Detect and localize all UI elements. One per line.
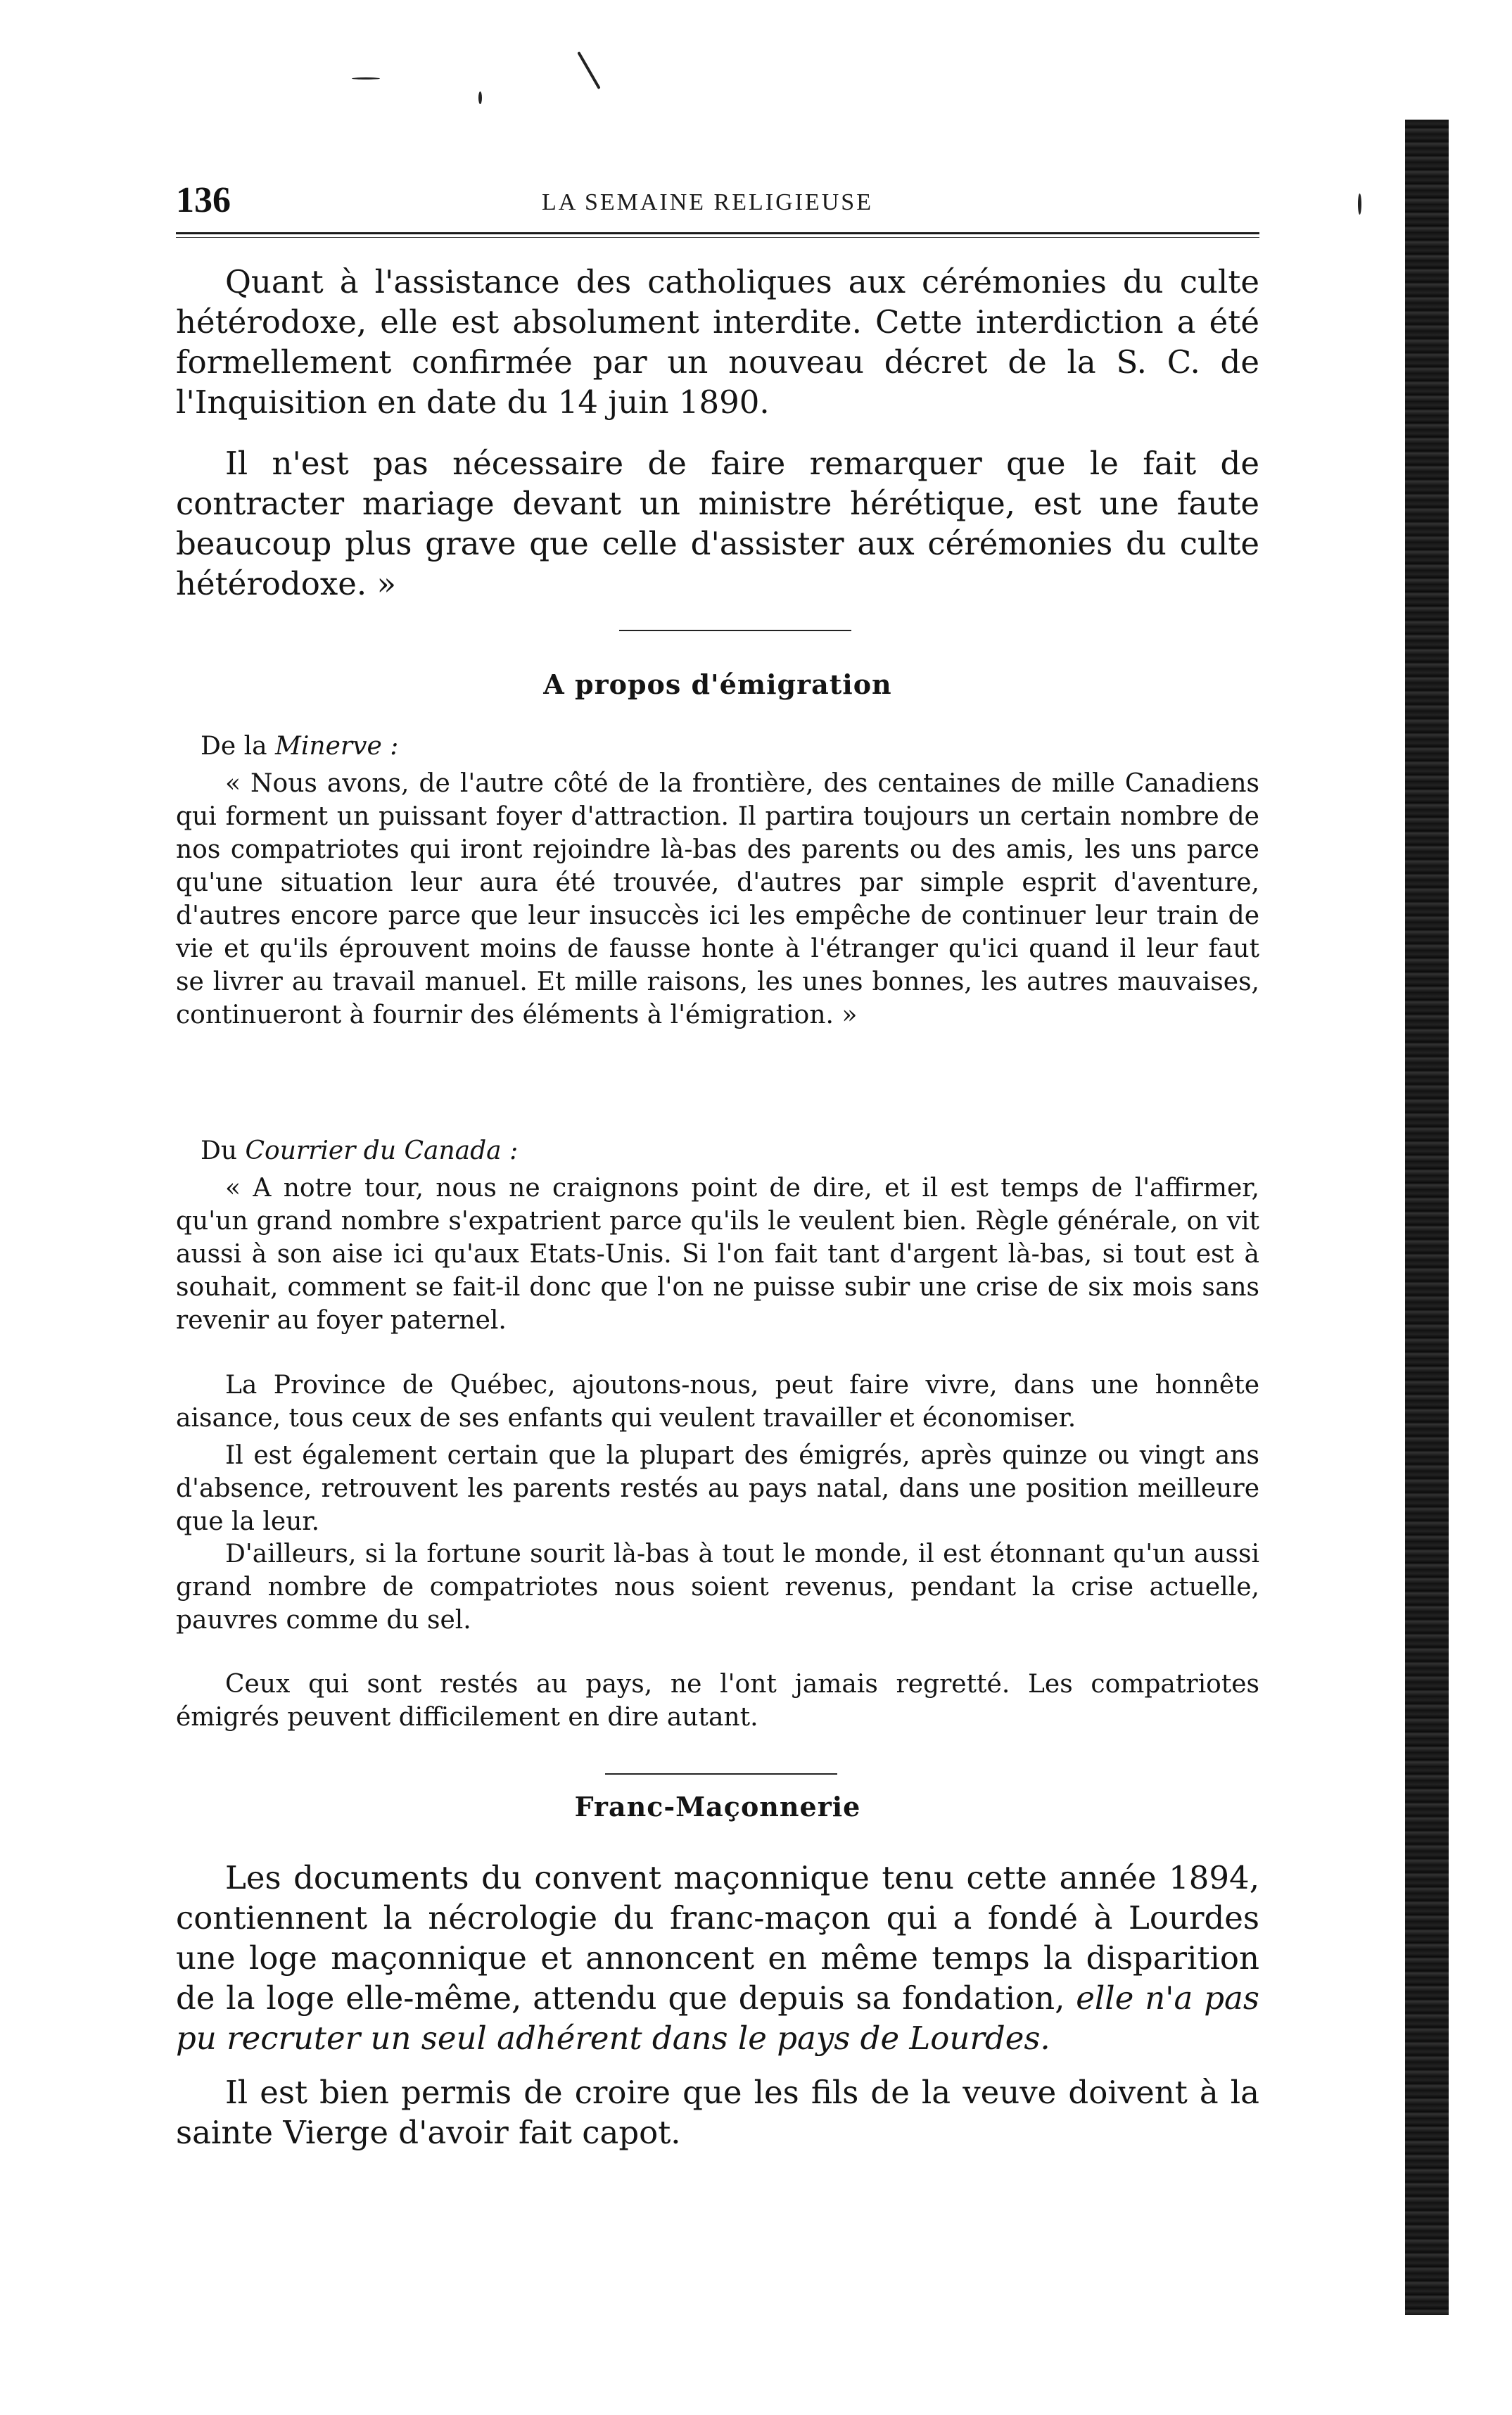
- courrier-paragraph-2: La Province de Québec, ajoutons-nous, peut faire vivre, dans une honnête aisance, tous ceux de ses enfants qui veulent travailler et économiser.: [176, 1371, 1259, 1433]
- franc-paragraph-2: Il est bien permis de croire que les fils de la veuve doivent à la sainte Vierge d'avoir fait capot.: [176, 2074, 1259, 2151]
- source-name: Courrier du Canada :: [245, 1136, 519, 1165]
- header-rule-thin: [176, 237, 1259, 238]
- franc-paragraph-1-text: Les documents du convent maçonnique tenu cette année 1894, contiennent la nécrologie du franc-maçon qui a fondé à Lourdes une loge maçonnique et annoncent en même temps la disparition de la loge elle-même, attendu que depuis sa fondation,: [176, 1859, 1259, 2017]
- courrier-paragraph-5: Ceux qui sont restés au pays, ne l'ont jamais regretté. Les compatriotes émigrés peuvent difficilement en dire autant.: [176, 1670, 1259, 1732]
- source-label-courrier: [201, 1136, 518, 1165]
- courrier-paragraph-3: Il est également certain que la plupart des émigrés, après quinze ou vingt ans d'absence, retrouvent les parents restés au pays natal, dans une position meilleure que la leur.: [176, 1441, 1259, 1536]
- courrier-paragraph-4: D'ailleurs, si la fortune sourit là-bas à tout le monde, il est étonnant qu'un aussi grand nombre de compatriotes nous soient revenus, pendant la crise actuelle, pauvres comme du sel.: [176, 1540, 1259, 1635]
- scan-speck: [577, 51, 600, 89]
- scan-border: [1405, 120, 1449, 2315]
- header-rule: [176, 232, 1259, 234]
- courrier-paragraph-1: « A notre tour, nous ne craignons point de dire, et il est temps de l'affirmer, qu'un grand nombre s'expatrient parce qu'ils le veulent bien. Règle générale, on vit aussi à son aise ici qu'aux Etats-Unis. Si l'on fait tant d'argent là-bas, si tout est à souhait, comment se fait-il donc que l'on ne puisse subir une crise de six mois sans revenir au foyer paternel.: [176, 1174, 1259, 1335]
- section-title-emigration: A propos d'émigration: [543, 668, 892, 700]
- running-head: LA SEMAINE RELIGIEUSE: [542, 189, 873, 215]
- source-name: Minerve :: [275, 732, 399, 761]
- intro-paragraph-1: Quant à l'assistance des catholiques aux cérémonies du culte hétérodoxe, elle est absolument interdite. Cette interdiction a été formellement confirmée par un nouveau décret de la S. C. de l'Inquisition en date du 14 juin 1890.: [176, 263, 1259, 421]
- page-number: 136: [176, 180, 231, 220]
- scan-speck: [1358, 194, 1361, 215]
- section-divider: [619, 630, 851, 631]
- section-title-franc-maconnerie: Franc-Maçonnerie: [574, 1791, 861, 1823]
- franc-paragraph-1: [176, 1858, 1259, 2058]
- page-header: [176, 179, 1259, 222]
- minerve-quote: « Nous avons, de l'autre côté de la frontière, des centaines de mille Canadiens qui forment un puissant foyer d'attraction. Il partira toujours un certain nombre de nos compatriotes qui iront rejoindre là-bas des parents ou des amis, les uns parce qu'une situation leur aura été trouvée, d'autres par simple esprit d'aventure, d'autres encore parce que leur insuccès ici les empêche de continuer leur train de vie et qu'ils éprouvent moins de fausse honte à l'étranger qu'ici quand il leur faut se livrer au travail manuel. Et mille raisons, les unes bonnes, les autres mauvaises, continueront à fournir des éléments à l'émigration. »: [176, 769, 1259, 1029]
- franc-paragraph-1-italic: elle n'a pas pu recruter un seul adhérent dans le pays de Lourdes.: [176, 1979, 1259, 2057]
- section-divider: [605, 1773, 837, 1775]
- source-prefix: De la: [201, 732, 276, 761]
- scan-speck: [478, 91, 482, 104]
- intro-paragraph-2: Il n'est pas nécessaire de faire remarquer que le fait de contracter mariage devant un ministre hérétique, est une faute beaucoup plus grave que celle d'assister aux cérémonies du culte hétérodoxe. »: [176, 445, 1259, 602]
- source-label-minerve: [201, 732, 398, 761]
- source-prefix: Du: [201, 1136, 246, 1165]
- scan-speck: [352, 77, 380, 80]
